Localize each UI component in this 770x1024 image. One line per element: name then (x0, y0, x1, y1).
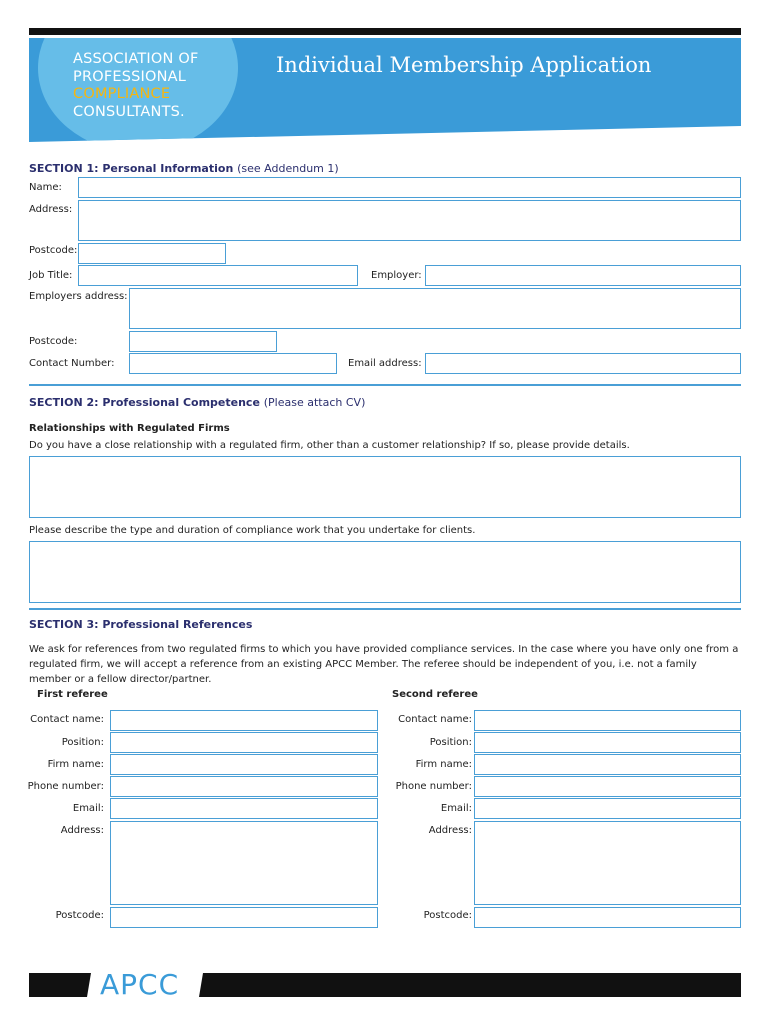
email-address-field[interactable] (425, 353, 741, 374)
org-name-line-2: PROFESSIONAL (73, 68, 187, 85)
ref1-address-label: Address: (60, 825, 104, 836)
form-title: Individual Membership Application (276, 53, 652, 77)
ref2-address-field[interactable] (474, 821, 741, 905)
postcode-field[interactable] (78, 243, 226, 264)
section-3-title: SECTION 3: Professional References (29, 618, 253, 631)
employers-address-label: Employers address: (29, 291, 128, 302)
compliance-work-question: Please describe the type and duration of compliance work that you undertake for clients. (29, 525, 476, 536)
ref1-postcode-label: Postcode: (55, 910, 104, 921)
org-name-line-3: COMPLIANCE (73, 86, 171, 102)
contact-number-field[interactable] (129, 353, 337, 374)
address-field[interactable] (78, 200, 741, 241)
ref2-contact-name-label: Contact name: (398, 714, 472, 725)
section-divider-2 (29, 608, 741, 610)
section-2-title: SECTION 2: Professional Competence (Please attach CV) (29, 396, 366, 409)
name-label: Name: (29, 182, 62, 193)
section-1-title: SECTION 1: Personal Information (see Addendum 1) (29, 162, 339, 175)
contact-number-label: Contact Number: (29, 358, 115, 369)
postcode-2-label: Postcode: (29, 336, 78, 347)
section-divider-1 (29, 384, 741, 386)
postcode-label: Postcode: (29, 245, 78, 256)
postcode-2-field[interactable] (129, 331, 277, 352)
footer-bar-right (199, 973, 741, 997)
ref1-contact-name-field[interactable] (110, 710, 378, 731)
ref1-email-label: Email: (72, 803, 104, 814)
org-name-line-1: ASSOCIATION OF (73, 51, 199, 67)
ref2-firm-name-label: Firm name: (415, 759, 472, 770)
org-name-line-4: CONSULTANTS. (73, 103, 185, 120)
employer-label: Employer: (371, 270, 422, 281)
employer-field[interactable] (425, 265, 741, 286)
relationship-question: Do you have a close relationship with a regulated firm, other than a customer relationship? If so, please provide details. (29, 440, 630, 451)
ref1-contact-name-label: Contact name: (30, 714, 104, 725)
ref2-postcode-label: Postcode: (423, 910, 472, 921)
employers-address-field[interactable] (129, 288, 741, 329)
ref1-postcode-field[interactable] (110, 907, 378, 928)
second-referee-heading: Second referee (392, 689, 478, 700)
org-logo-wordmark (73, 51, 199, 121)
ref1-email-field[interactable] (110, 798, 378, 819)
job-title-field[interactable] (78, 265, 358, 286)
ref1-address-field[interactable] (110, 821, 378, 905)
ref1-phone-field[interactable] (110, 776, 378, 797)
ref1-firm-name-label: Firm name: (47, 759, 104, 770)
name-field[interactable] (78, 177, 741, 198)
ref2-email-label: Email: (440, 803, 472, 814)
top-rule (29, 28, 741, 35)
section-2-note: (Please attach CV) (263, 396, 366, 409)
ref1-position-label: Position: (61, 737, 104, 748)
email-address-label: Email address: (348, 358, 422, 369)
ref2-firm-name-field[interactable] (474, 754, 741, 775)
first-referee-heading: First referee (37, 689, 108, 700)
relationship-details-field[interactable] (29, 456, 741, 518)
section-1-note: (see Addendum 1) (237, 162, 339, 175)
ref2-phone-field[interactable] (474, 776, 741, 797)
ref2-position-label: Position: (429, 737, 472, 748)
ref2-position-field[interactable] (474, 732, 741, 753)
ref2-address-label: Address: (428, 825, 472, 836)
ref2-phone-label: Phone number: (395, 781, 472, 792)
footer-bar-left (29, 973, 91, 997)
regulated-firms-subheading: Relationships with Regulated Firms (29, 423, 230, 434)
references-intro: We ask for references from two regulated firms to which you have provided compliance services. In the case where you have only one from a regulated firm, we will accept a reference from an existing APCC Member. The referee should be independent of you, i.e. not a family member or a fellow director/partner. (29, 644, 739, 685)
job-title-label: Job Title: (29, 270, 73, 281)
ref2-postcode-field[interactable] (474, 907, 741, 928)
ref1-position-field[interactable] (110, 732, 378, 753)
ref1-firm-name-field[interactable] (110, 754, 378, 775)
ref2-contact-name-field[interactable] (474, 710, 741, 731)
footer-brand: APCC (100, 968, 180, 1001)
address-label: Address: (29, 204, 73, 215)
compliance-work-field[interactable] (29, 541, 741, 603)
ref1-phone-label: Phone number: (27, 781, 104, 792)
ref2-email-field[interactable] (474, 798, 741, 819)
